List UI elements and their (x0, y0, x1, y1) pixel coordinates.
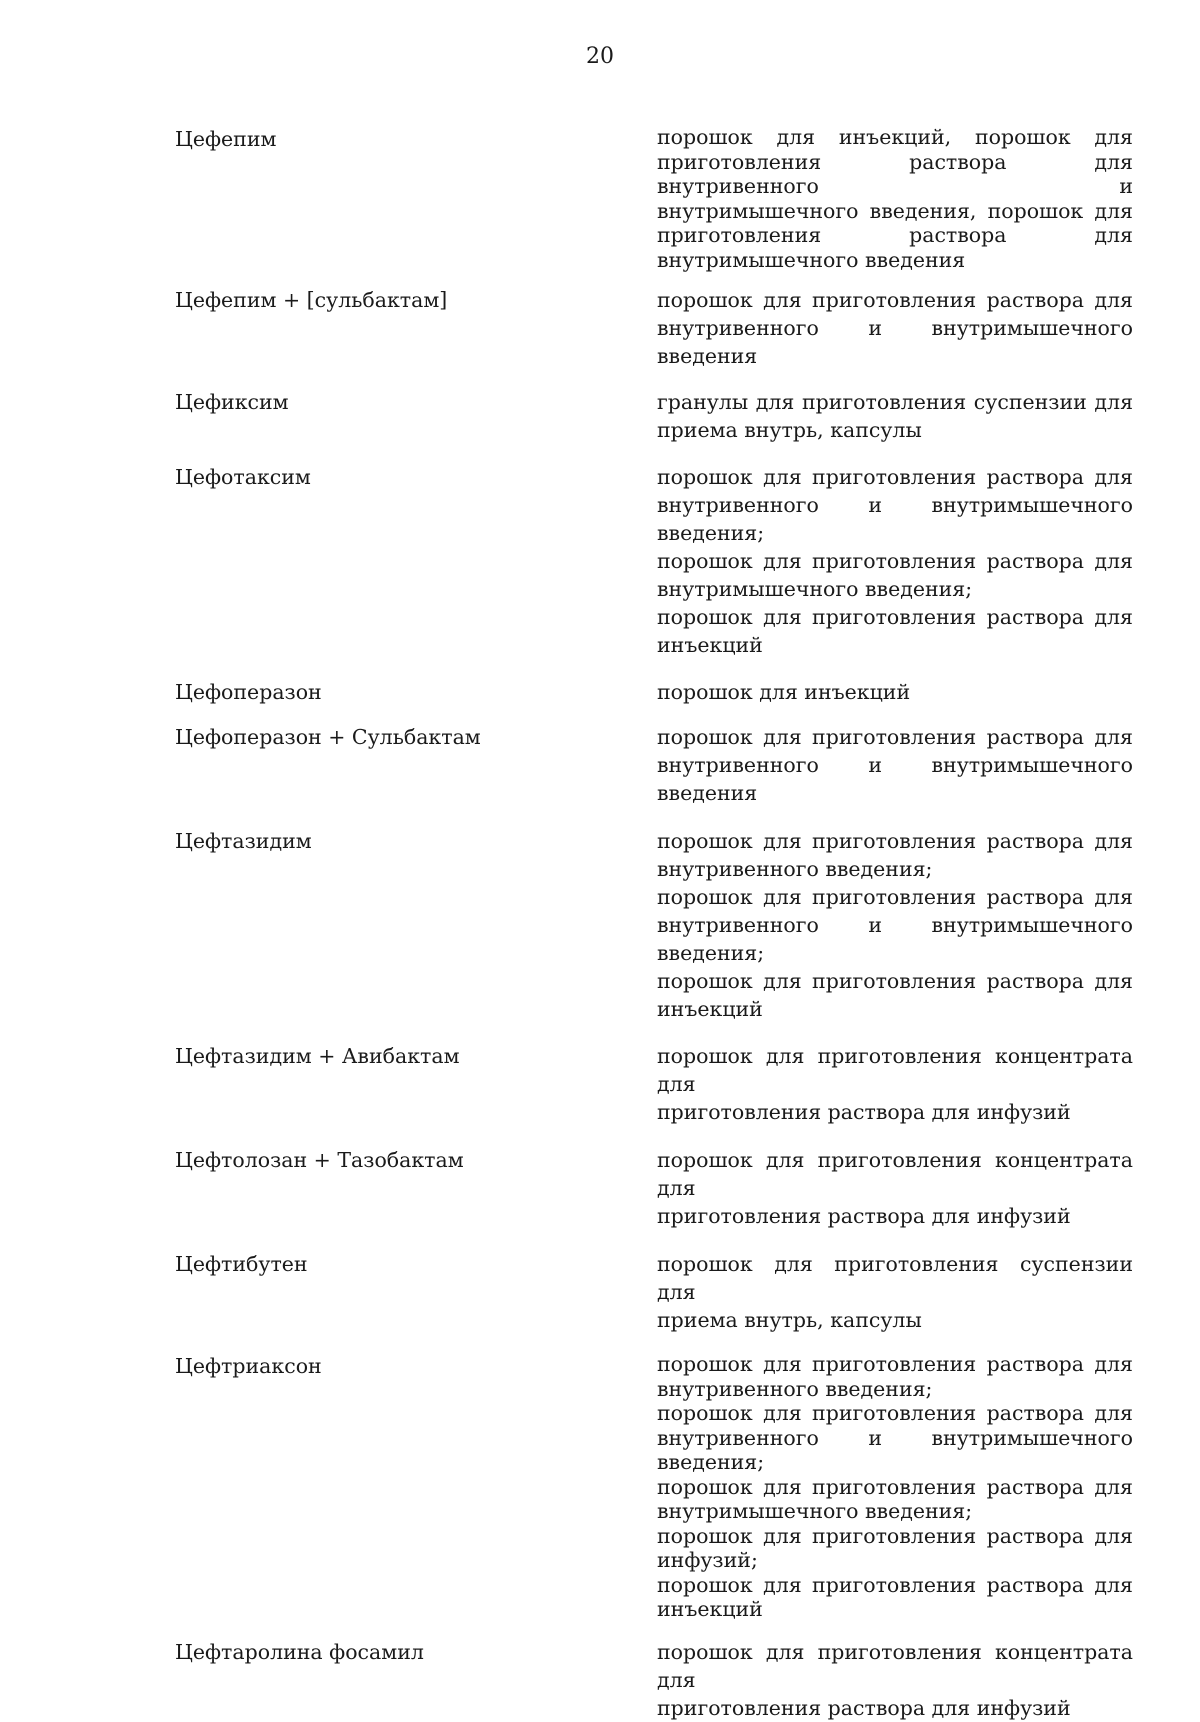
drug-entry (0, 1352, 1200, 1622)
dosage-form-line: введения; (657, 1450, 765, 1474)
dosage-form-line: приготовления раствора для инфузий (657, 1204, 1071, 1228)
dosage-form-line: внутримышечного введения, порошок для (657, 198, 1133, 223)
dosage-form-line: приема внутрь, капсулы (657, 418, 922, 442)
drug-name: Цефтаролина фосамил (175, 1639, 424, 1664)
page-number: 20 (586, 44, 614, 69)
dosage-form-line: инъекций (657, 633, 763, 657)
dosage-forms (657, 1638, 1133, 1722)
dosage-form-line: приготовления раствора для инфузий (657, 1695, 1071, 1720)
drug-name: Цефотаксим (175, 465, 311, 489)
dosage-form-line: инфузий; (657, 1548, 758, 1572)
drug-entry (0, 678, 1200, 706)
dosage-form-line: приготовления раствора для внутривенного и (657, 149, 1133, 198)
drug-entry (0, 827, 1200, 1023)
dosage-form-line: порошок для приготовления суспензии для (657, 1252, 1133, 1304)
drug-name: Цефтриаксон (175, 1354, 322, 1378)
dosage-form-line: гранулы для приготовления суспензии для (657, 390, 1133, 414)
dosage-form-line: порошок для приготовления раствора для (657, 605, 1133, 629)
dosage-forms (657, 388, 1133, 444)
drug-name: Цефтазидим (175, 829, 312, 853)
dosage-form-line: внутримышечного введения; (657, 577, 973, 601)
dosage-form-line: порошок для приготовления раствора для (657, 465, 1133, 489)
dosage-form-line: порошок для приготовления раствора для (657, 1474, 1133, 1499)
dosage-form-line: порошок для приготовления раствора для (657, 725, 1133, 749)
drug-entry (0, 1146, 1200, 1230)
drug-name: Цефоперазон + Сульбактам (175, 725, 481, 749)
drug-entry (0, 388, 1200, 444)
drug-entry (0, 1638, 1200, 1722)
dosage-forms (657, 827, 1133, 1023)
dosage-form-line: внутривенного введения; (657, 857, 933, 881)
dosage-form-line: порошок для приготовления раствора для (657, 549, 1133, 573)
dosage-forms (657, 1250, 1133, 1334)
drug-entry (0, 463, 1200, 659)
dosage-forms (657, 723, 1133, 807)
dosage-form-line: порошок для приготовления раствора для (657, 1523, 1133, 1548)
drug-name: Цефепим + [сульбактам] (175, 288, 448, 312)
drug-name: Цефиксим (175, 390, 289, 414)
dosage-form-line: внутривенного введения; (657, 1376, 933, 1401)
dosage-form-line: порошок для приготовления раствора для (657, 885, 1133, 909)
drug-name: Цефепим (175, 127, 277, 151)
dosage-form-line: внутривенного и внутримышечного (657, 1425, 1133, 1450)
drug-entry (0, 286, 1200, 370)
dosage-forms (657, 1042, 1133, 1126)
dosage-form-line: приема внутрь, капсулы (657, 1308, 922, 1332)
dosage-form-line: порошок для приготовления концентрата для (657, 1148, 1133, 1200)
drug-entry (0, 1042, 1200, 1126)
drug-entry (0, 1250, 1200, 1334)
dosage-form-line: инъекций (657, 997, 763, 1021)
dosage-form-line: порошок для приготовления раствора для (657, 1401, 1133, 1425)
dosage-forms (657, 678, 1133, 706)
drug-name: Цефтазидим + Авибактам (175, 1044, 460, 1068)
dosage-form-line: приготовления раствора для инфузий (657, 1100, 1071, 1124)
drug-entry (0, 125, 1200, 272)
dosage-form-line: внутримышечного введения (657, 247, 966, 272)
drug-name: Цефтолозан + Тазобактам (175, 1148, 464, 1172)
dosage-form-line: приготовления раствора для (657, 223, 1133, 247)
dosage-form-line: внутривенного и внутримышечного введения (657, 753, 1133, 805)
drug-name: Цефтибутен (175, 1252, 308, 1276)
dosage-forms (657, 125, 1133, 272)
dosage-form-line: внутривенного и внутримышечного (657, 493, 1133, 517)
dosage-form-line: порошок для инъекций (657, 680, 911, 704)
dosage-form-line: введения; (657, 521, 765, 545)
dosage-form-line: порошок для приготовления раствора для (657, 288, 1133, 312)
dosage-forms (657, 1146, 1133, 1230)
drug-name: Цефоперазон (175, 680, 322, 704)
dosage-form-line: внутривенного и внутримышечного (657, 913, 1133, 937)
dosage-form-line: введения; (657, 941, 765, 965)
dosage-form-line: инъекций (657, 1597, 763, 1621)
dosage-forms (657, 286, 1133, 370)
dosage-forms (657, 1352, 1133, 1622)
drug-entry (0, 723, 1200, 807)
dosage-forms (657, 463, 1133, 659)
drug-list (0, 125, 1200, 1722)
dosage-form-line: порошок для инъекций, порошок для (657, 125, 1133, 149)
dosage-form-line: порошок для приготовления раствора для (657, 1352, 1133, 1376)
dosage-form-line: внутримышечного введения; (657, 1499, 973, 1523)
dosage-form-line: порошок для приготовления раствора для (657, 829, 1133, 853)
dosage-form-line: порошок для приготовления раствора для (657, 1572, 1133, 1597)
dosage-form-line: порошок для приготовления концентрата для (657, 1044, 1133, 1096)
dosage-form-line: внутривенного и внутримышечного введения (657, 316, 1133, 368)
dosage-form-line: порошок для приготовления раствора для (657, 969, 1133, 993)
dosage-form-line: порошок для приготовления концентрата для (657, 1639, 1133, 1692)
